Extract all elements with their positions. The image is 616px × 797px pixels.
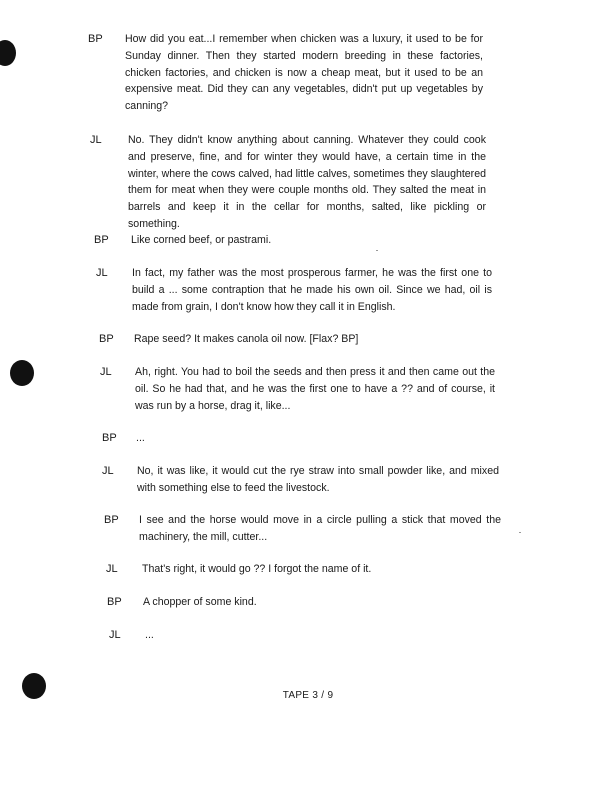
speaker-label: JL bbox=[106, 563, 118, 575]
speaker-label: BP bbox=[102, 432, 117, 444]
dialogue-text: No, it was like, it would cut the rye straw into small powder like, and mixed with something else to feed the livestock. bbox=[137, 465, 499, 494]
speaker-label: JL bbox=[109, 629, 121, 641]
punch-hole-top bbox=[0, 40, 16, 66]
speaker-label: BP bbox=[107, 596, 122, 608]
speaker-label: JL bbox=[102, 465, 114, 477]
speaker-label: JL bbox=[100, 366, 112, 378]
dialogue-text: No. They didn't know anything about canning. Whatever they could cook and preserve, fine, and for winter they would have, a certain time in the winter, where the cows calved, had little calves, sometimes they slaughtered them for meat when they were couple months old. They salted the meat in barrels and keep it in the cellar for months, salted, like pickling or something. bbox=[128, 134, 486, 230]
dialogue-text: That's right, it would go ?? I forgot the name of it. bbox=[142, 563, 372, 575]
scan-speck bbox=[519, 532, 521, 533]
dialogue-text: A chopper of some kind. bbox=[143, 596, 257, 608]
speaker-label: BP bbox=[104, 514, 119, 526]
punch-hole-middle bbox=[10, 360, 34, 386]
dialogue-text: Ah, right. You had to boil the seeds and then press it and then came out the oil. So he had that, and he was the first one to have a ?? and of course, it was run by a horse, drag it, like... bbox=[135, 366, 495, 412]
speaker-label: JL bbox=[90, 134, 102, 146]
speaker-label: BP bbox=[99, 333, 114, 345]
dialogue-text: ... bbox=[145, 629, 154, 641]
page-footer: TAPE 3 / 9 bbox=[282, 690, 334, 701]
speaker-label: JL bbox=[96, 267, 108, 279]
speaker-label: BP bbox=[94, 234, 109, 246]
dialogue-text: Rape seed? It makes canola oil now. [Flax? BP] bbox=[134, 333, 359, 345]
dialogue-text: Like corned beef, or pastrami. bbox=[131, 234, 272, 246]
speaker-label: BP bbox=[88, 33, 103, 45]
dialogue-text: I see and the horse would move in a circle pulling a stick that moved the machinery, the mill, cutter... bbox=[139, 514, 501, 543]
dialogue-text: How did you eat...I remember when chicken was a luxury, it used to be for Sunday dinner. Then they started modern breeding in these factories, chicken factories, and chicken is now a cheap meat, but it used to be an expensive meat. Did they can any vegetables, didn't put up vegetables by canning? bbox=[125, 33, 483, 113]
scan-speck bbox=[376, 250, 378, 251]
dialogue-text: In fact, my father was the most prosperous farmer, he was the first one to build a ... some contraption that he made his own oil. Since we had, oil is made from grain, I don't know how they call it in English. bbox=[132, 267, 492, 313]
dialogue-text: ... bbox=[136, 432, 145, 444]
